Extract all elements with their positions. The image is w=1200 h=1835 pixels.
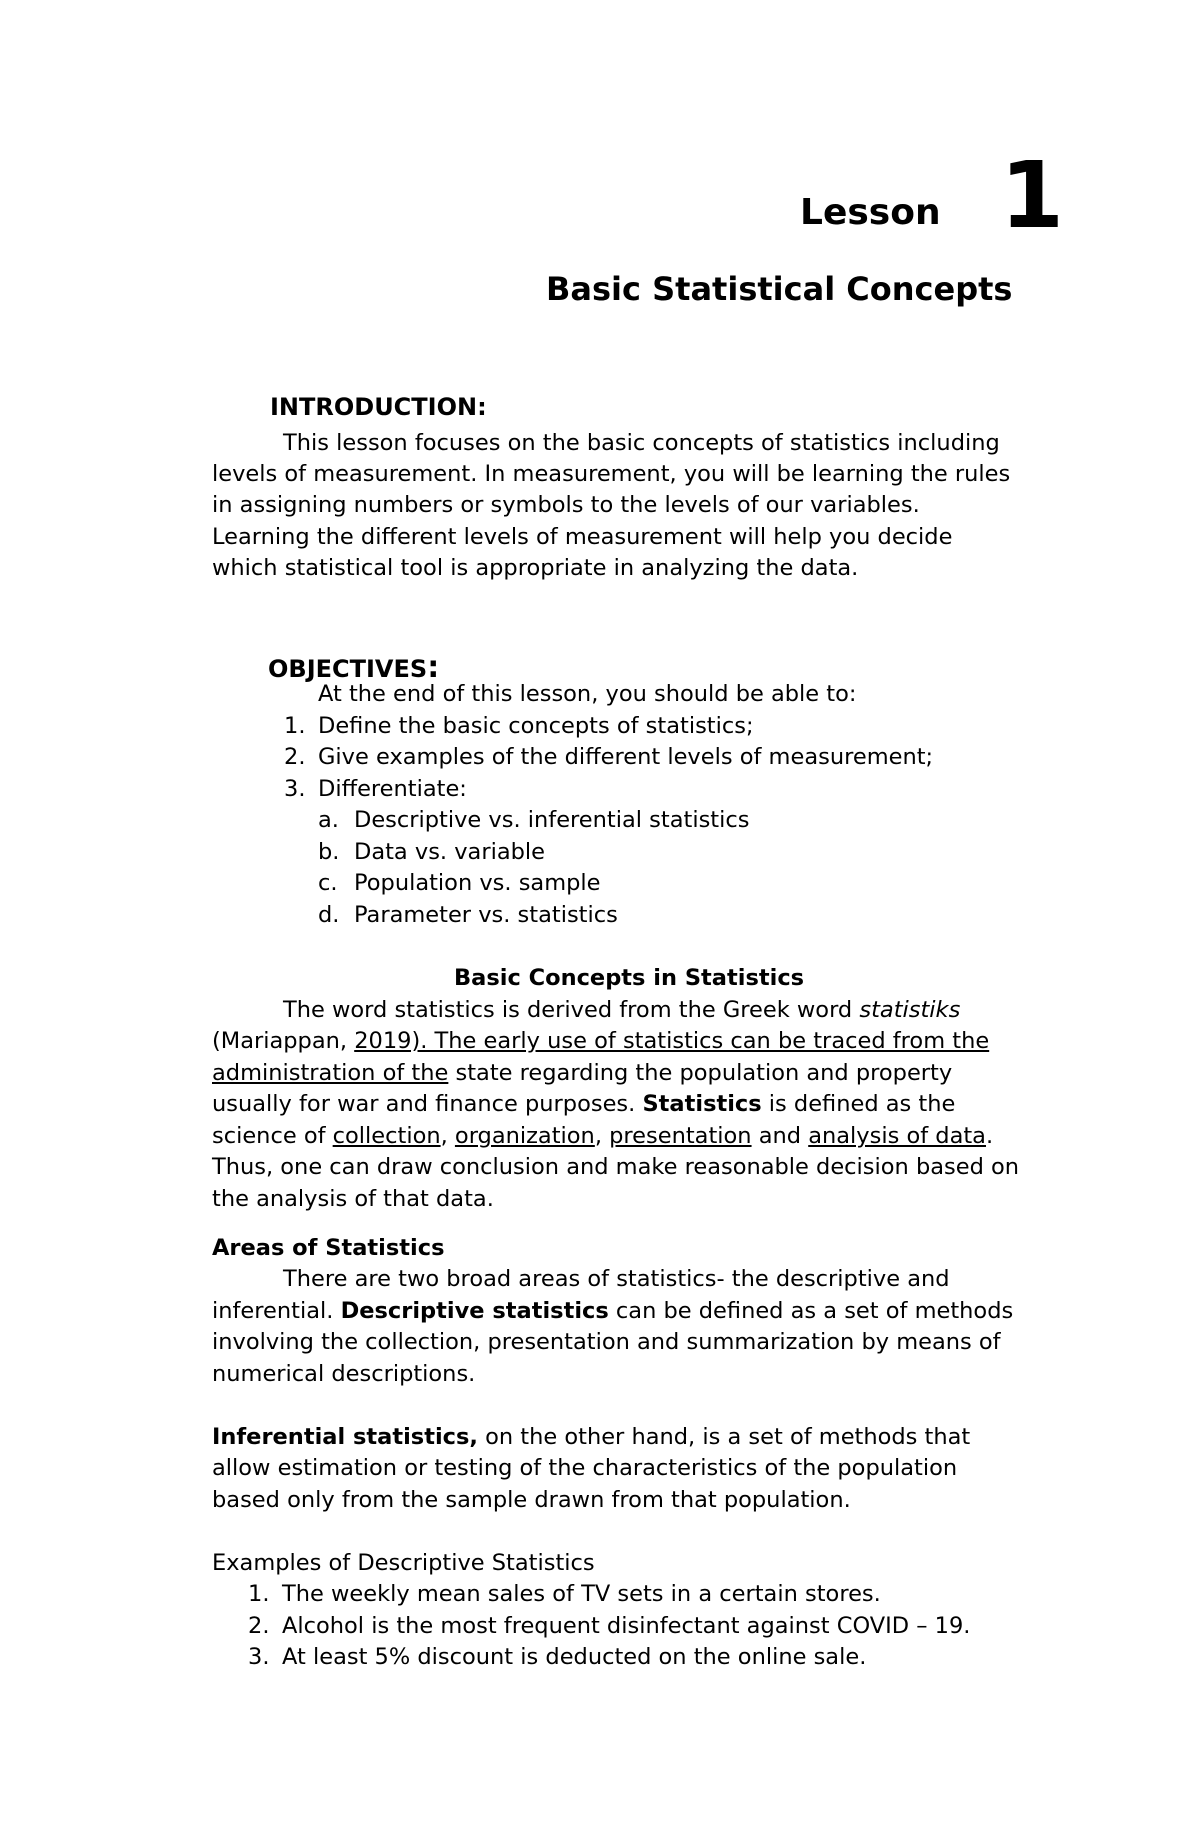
basic-concepts-line-4 <box>212 1089 955 1120</box>
objective-subtext: Parameter vs. statistics <box>354 902 618 928</box>
objective-submarker: a. <box>318 807 339 833</box>
example-text: At least 5% discount is deducted on the online sale. <box>282 1644 867 1670</box>
text-run: usually for war and finance purposes. <box>212 1091 643 1117</box>
basic-concepts-line-6: Thus, one can draw conclusion and make reasonable decision based on <box>212 1154 1020 1180</box>
greek-word: statistiks <box>859 997 961 1023</box>
areas-line-4: numerical descriptions. <box>212 1361 476 1387</box>
objective-marker: 2. <box>284 744 306 770</box>
example-text: Alcohol is the most frequent disinfectant against COVID – 19. <box>282 1613 971 1639</box>
term-statistics: Statistics <box>642 1091 762 1117</box>
term-descriptive: Descriptive statistics <box>340 1298 609 1324</box>
example-marker: 2. <box>248 1613 270 1639</box>
objective-text: Differentiate: <box>318 776 467 802</box>
areas-heading: Areas of Statistics <box>212 1235 445 1261</box>
text-run: and <box>751 1123 809 1149</box>
objective-subtext: Population vs. sample <box>354 870 601 896</box>
example-item <box>248 1642 1048 1673</box>
objective-item <box>284 774 984 805</box>
example-marker: 1. <box>248 1581 270 1607</box>
objective-item <box>284 711 984 742</box>
basic-concepts-line-2 <box>212 1026 989 1057</box>
example-item <box>248 1611 1048 1642</box>
objective-marker: 1. <box>284 713 306 739</box>
underlined-run: administration of the <box>212 1060 449 1086</box>
intro-line-1: This lesson focuses on the basic concepts of statistics including <box>283 430 1000 456</box>
text-run: , <box>440 1123 455 1149</box>
lesson-number: 1 <box>1000 142 1065 249</box>
text-run: The word statistics is derived from the Greek word <box>283 997 860 1023</box>
objectives-lead: At the end of this lesson, you should be able to: <box>318 681 857 707</box>
term-inferential: Inferential statistics, <box>212 1424 478 1450</box>
areas-line-3: involving the collection, presentation and summarization by means of <box>212 1329 1001 1355</box>
lesson-label: Lesson <box>800 192 941 233</box>
objective-submarker: b. <box>318 839 340 865</box>
objective-subitem <box>318 868 918 899</box>
basic-concepts-line-1 <box>283 995 960 1026</box>
term-analysis: analysis of data <box>808 1123 986 1149</box>
inferential-line-3: based only from the sample drawn from that population. <box>212 1487 851 1513</box>
objective-subtext: Data vs. variable <box>354 839 545 865</box>
objectives-heading-colon: : <box>427 650 440 685</box>
intro-line-2: levels of measurement. In measurement, you will be learning the rules <box>212 461 1011 487</box>
intro-line-4: Learning the different levels of measurement will help you decide <box>212 524 953 550</box>
objective-subitem <box>318 837 918 868</box>
objective-text: Define the basic concepts of statistics; <box>318 713 754 739</box>
text-run: is defined as the <box>761 1091 956 1117</box>
text-run: , <box>594 1123 610 1149</box>
example-marker: 3. <box>248 1644 270 1670</box>
areas-line-1: There are two broad areas of statistics- the descriptive and <box>283 1266 950 1292</box>
basic-concepts-line-7: the analysis of that data. <box>212 1186 494 1212</box>
text-run: science of <box>212 1123 333 1149</box>
example-text: The weekly mean sales of TV sets in a certain stores. <box>282 1581 881 1607</box>
areas-line-2 <box>212 1296 1013 1327</box>
basic-concepts-heading: Basic Concepts in Statistics <box>454 965 805 991</box>
term-presentation: presentation <box>609 1123 752 1149</box>
basic-concepts-line-5 <box>212 1121 993 1152</box>
text-run: (Mariappan, <box>212 1028 355 1054</box>
text-run: state regarding the population and property <box>448 1060 953 1086</box>
objective-subitem <box>318 805 918 836</box>
intro-line-3: in assigning numbers or symbols to the levels of our variables. <box>212 492 920 518</box>
intro-line-5: which statistical tool is appropriate in analyzing the data. <box>212 555 859 581</box>
objective-subitem <box>318 900 918 931</box>
text-run: on the other hand, is a set of methods that <box>477 1424 971 1450</box>
term-collection: collection <box>332 1123 441 1149</box>
term-organization: organization <box>454 1123 595 1149</box>
example-item <box>248 1579 1048 1610</box>
objective-marker: 3. <box>284 776 306 802</box>
basic-concepts-line-3 <box>212 1058 952 1089</box>
objective-subtext: Descriptive vs. inferential statistics <box>354 807 750 833</box>
text-run: . <box>985 1123 994 1149</box>
inferential-line-1 <box>212 1422 970 1453</box>
page-title: Basic Statistical Concepts <box>546 270 1013 308</box>
inferential-line-2: allow estimation or testing of the characteristics of the population <box>212 1455 958 1481</box>
introduction-heading: INTRODUCTION: <box>270 393 487 421</box>
objective-item <box>284 742 984 773</box>
objectives-heading-text: OBJECTIVES <box>268 655 428 683</box>
text-run: inferential. <box>212 1298 341 1324</box>
objective-submarker: c. <box>318 870 338 896</box>
objective-submarker: d. <box>318 902 340 928</box>
underlined-run: 2019). The early use of statistics can be traced from the <box>354 1028 990 1054</box>
examples-heading: Examples of Descriptive Statistics <box>212 1550 595 1576</box>
text-run: can be defined as a set of methods <box>608 1298 1014 1324</box>
objective-text: Give examples of the different levels of measurement; <box>318 744 934 770</box>
